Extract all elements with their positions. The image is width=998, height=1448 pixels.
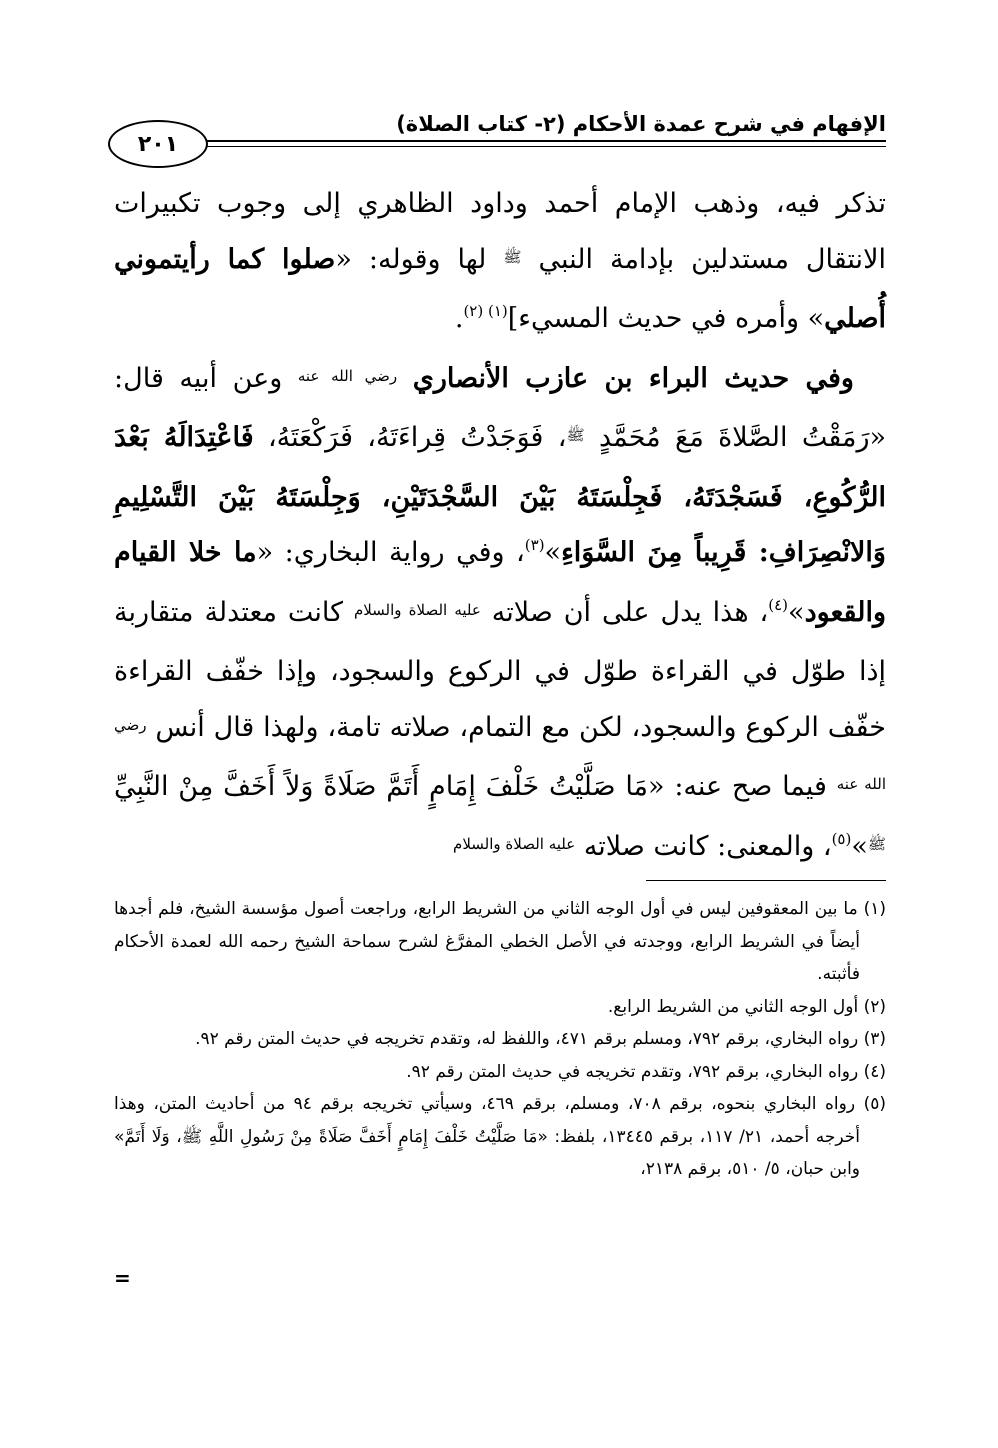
header-rule-thin [200, 146, 886, 147]
p2-lead: وفي حديث البراء بن عازب الأنصاري [412, 362, 854, 394]
footnote-2 [114, 991, 886, 1024]
header-rule-thick [200, 140, 886, 142]
p1-end: . [454, 303, 464, 334]
footnote-continuation-mark: = [114, 1266, 131, 1290]
page-number: ٢٠١ [137, 131, 179, 157]
p1-hadith: صلوا كما رأيتموني أُصلي [114, 243, 886, 334]
p2-text-g: ، والمعنى: كانت صلاته [583, 830, 832, 862]
footnote-number: (٢) [863, 996, 886, 1017]
p2-text-a: وعن أبيه قال: «رَمَقْتُ الصَّلاةَ مَعَ مُحَمَّدٍ [114, 362, 887, 453]
footnote-number: (٤) [863, 1061, 886, 1082]
footnote-ref-5: (٥) [831, 829, 852, 848]
footnote-text: ما بين المعقوفين ليس في أول الوجه الثاني من الشريط الرابع، وراجعت أصول مؤسسة الشيخ، فلم أجدها أيضاً في الشريط الرابع، ووجدته في الأصل الخطي المفرَّغ لشرح سماحة الشيخ رحمه الله لعمدة الأحكام فأثبته. [114, 899, 860, 984]
footnote-refs-1-2: (١) (٢) [463, 302, 508, 320]
p2-text-f: فيما صح عنه: «مَا صَلَّيْتُ خَلْفَ إِمَامٍ أَتَمَّ صَلَاةً وَلاً أَخَفَّ مِنْ النَّبِيِّ [114, 771, 827, 802]
p2-hadith-b: فَاعْتِدَالَهُ بَعْدَ الرُّكُوعِ، فَسَجْدَتَهُ، فَجِلْسَتَهُ بَيْنَ السَّجْدَتَيْنِ، وَجِلْسَتَهُ بَيْنَ التَّسْلِيمِ وَالانْصِرَافِ: قَرِيباً مِنَ السَّوَاءِ [114, 422, 886, 568]
salawat-glyph: ﷺ [867, 834, 886, 853]
p2-text-e: كانت معتدلة متقاربة إذا طوّل في القراءة طوّل في الركوع والسجود، وإذا خفّف القراءة خفّف الركوع والسجود، لكن مع التمام، صلاته تامة، ولهذا قال أنس [114, 596, 886, 743]
p2-text-d: ، هذا يدل على أن صلاته [491, 596, 769, 628]
p2-close-b: » [544, 537, 562, 568]
page-header [104, 104, 886, 164]
footnote-ref-3: (٣) [524, 536, 545, 554]
p1-text-b: لها وقوله: « [335, 243, 487, 275]
alayhi-salam-glyph: عليه الصلاة والسلام [353, 600, 481, 619]
footnote-3 [114, 1023, 886, 1056]
footnote-text: رواه البخاري، برقم ٧٩٢، ومسلم برقم ٤٧١، واللفظ له، وتقدم تخريجه في حديث المتن رقم ٩٢. [195, 1029, 859, 1049]
p1-text-a: تذكر فيه، وذهب الإمام أحمد وداود الظاهري إلى وجوب تكبيرات الانتقال مستدلين بإدامة النبي [114, 188, 886, 275]
p2-close-f: » [851, 830, 868, 862]
footnote-ref-4: (٤) [768, 595, 789, 614]
footnote-4 [114, 1056, 886, 1089]
paragraph-1 [114, 176, 886, 351]
radi-glyph: رضي الله عنه [297, 366, 398, 385]
salawat-glyph: ﷺ [503, 247, 522, 266]
p1-text-c: » وأمره في حديث المسيء] [507, 303, 825, 334]
footnote-1 [114, 893, 886, 991]
footnote-separator [646, 880, 886, 881]
footnote-text: رواه البخاري، برقم ٧٩٢، وتقدم تخريجه في حديث المتن رقم ٩٢. [406, 1061, 859, 1082]
footnote-text: رواه البخاري بنحوه، برقم ٧٠٨، ومسلم، برقم ٤٦٩، وسيأتي تخريجه برقم ٩٤ من أحاديث المتن، وهذا أخرجه أحمد، ٢١/ ١١٧، برقم ١٣٤٤٥، بلفظ: «مَا صَلَّيْتُ خَلْفَ إِمَامٍ أَخَفَّ صَلَاةً مِنْ رَسُولِ اللَّهِ ﷺ، وَلَا أَتَمَّ» وابن حبان، ٥/ ٥١٠، برقم ٢١٣٨، [114, 1094, 860, 1179]
footnote-number: (٥) [863, 1094, 886, 1114]
footnote-number: (٣) [863, 1029, 886, 1049]
main-text [114, 176, 886, 878]
footnotes [114, 893, 886, 1186]
p2-close-c: » [788, 596, 805, 628]
page-number-badge [108, 120, 208, 168]
radi-glyph: رضي الله عنه [114, 715, 886, 793]
salawat-glyph: ﷺ [566, 426, 585, 444]
p2-text-b: ، فَوَجَدْتُ قِراءَتَهُ، فَرَكْعَتَهُ، [267, 422, 567, 453]
paragraph-2 [114, 351, 886, 879]
p2-hadith-c: ما خلا القيام والقعود [114, 537, 886, 628]
footnote-5 [114, 1088, 886, 1186]
running-title: الإفهام في شرح عمدة الأحكام (٢- كتاب الصلاة) [396, 112, 886, 136]
footnote-number: (١) [863, 899, 886, 919]
p2-text-c: ، وفي رواية البخاري: « [256, 537, 525, 568]
footnote-text: أول الوجه الثاني من الشريط الرابع. [607, 996, 859, 1017]
alayhi-salam-glyph: عليه الصلاة والسلام [453, 834, 576, 853]
